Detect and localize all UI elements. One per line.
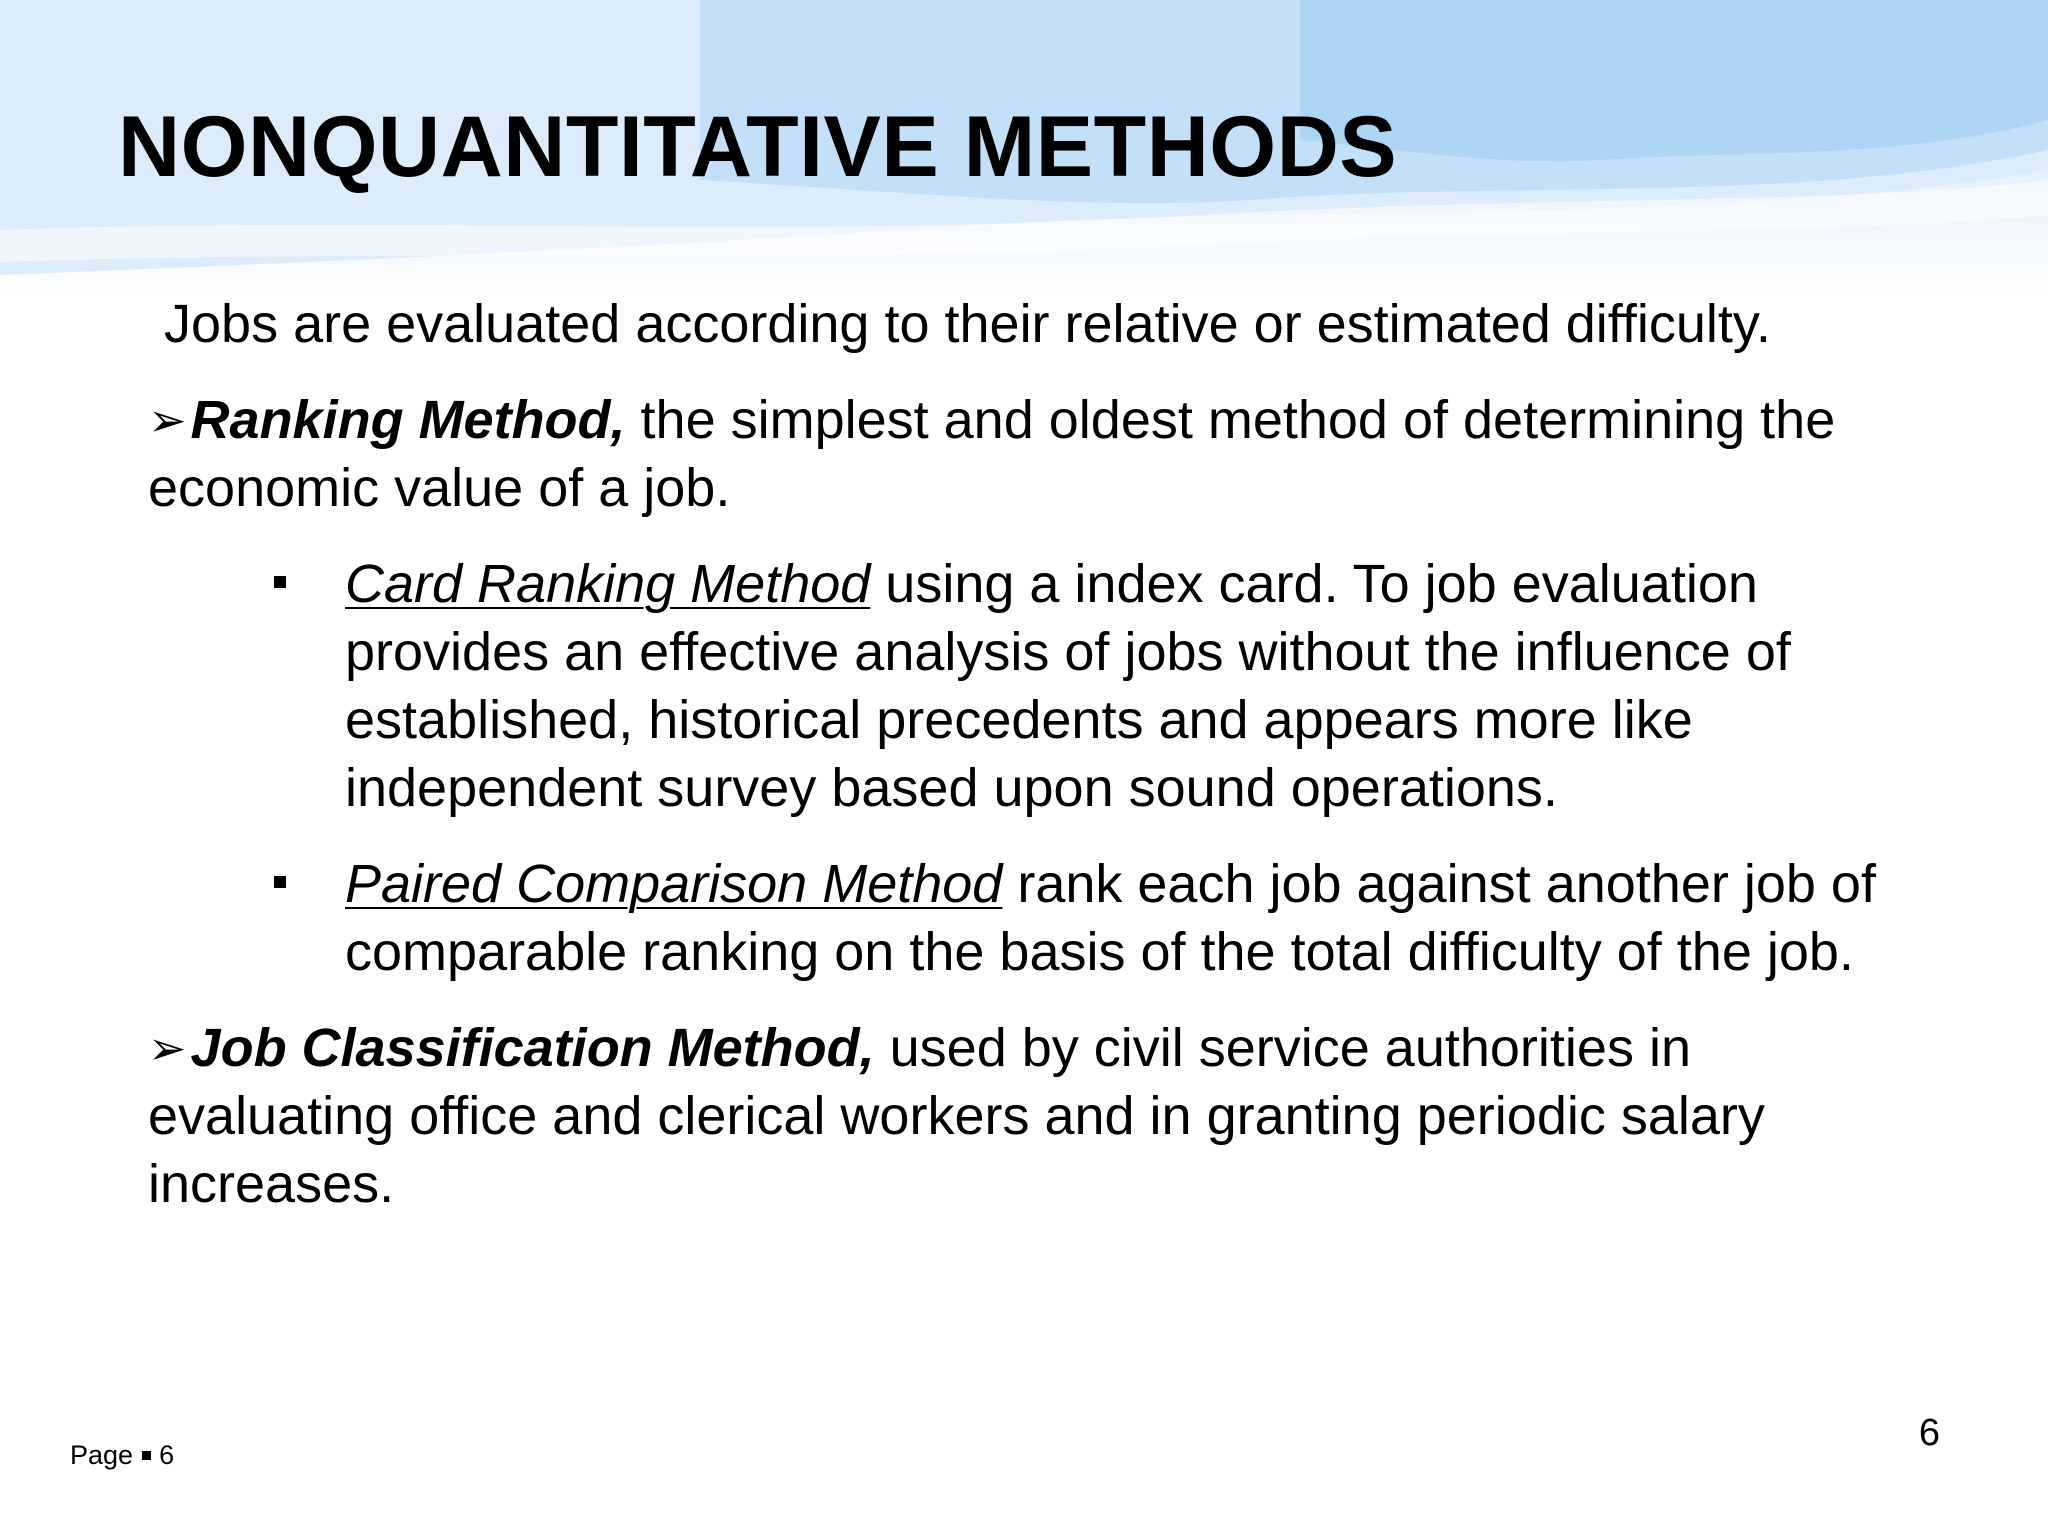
list-item xyxy=(148,550,1928,822)
ranking-method-paragraph xyxy=(148,386,1928,522)
arrow-bullet-icon: ➢ xyxy=(148,1022,187,1074)
job-classification-paragraph xyxy=(148,1014,1928,1218)
square-bullet-icon xyxy=(274,576,286,588)
square-bullet-icon xyxy=(274,876,286,888)
header-wave-dark xyxy=(1300,0,2048,161)
ranking-sub-list xyxy=(148,550,1928,986)
paired-comparison-text: rank each job against another job of comparable ranking on the basis of the total difficulty of the job. xyxy=(345,854,1876,982)
ranking-method-heading: Ranking Method, xyxy=(190,390,626,450)
slide-title: NONQUANTITATIVE METHODS xyxy=(118,99,1398,195)
footer-page-word: Page xyxy=(70,1440,134,1470)
job-classification-heading: Job Classification Method, xyxy=(190,1018,875,1078)
card-ranking-term: Card Ranking Method xyxy=(345,554,871,614)
slide-number: 6 xyxy=(1918,1412,1940,1454)
intro-text: Jobs are evaluated according to their relative or estimated difficulty. xyxy=(164,294,1771,354)
footer-page-number: 6 xyxy=(159,1440,175,1470)
ranking-method-text: the simplest and oldest method of determining the economic value of a job. xyxy=(148,390,1836,518)
job-classification-text: used by civil service authorities in evaluating office and clerical workers and in granting periodic salary increases. xyxy=(148,1018,1765,1214)
list-item xyxy=(148,850,1928,986)
slide-content xyxy=(148,290,1928,1246)
footer-separator-icon xyxy=(142,1451,151,1460)
card-ranking-text: using a index card. To job evaluation provides an effective analysis of jobs without the influence of established, historical precedents and appears more like independent survey based upon sound operations. xyxy=(345,554,1791,818)
footer-page-label xyxy=(70,1440,174,1471)
arrow-bullet-icon: ➢ xyxy=(148,394,187,446)
paired-comparison-term: Paired Comparison Method xyxy=(345,854,1003,914)
